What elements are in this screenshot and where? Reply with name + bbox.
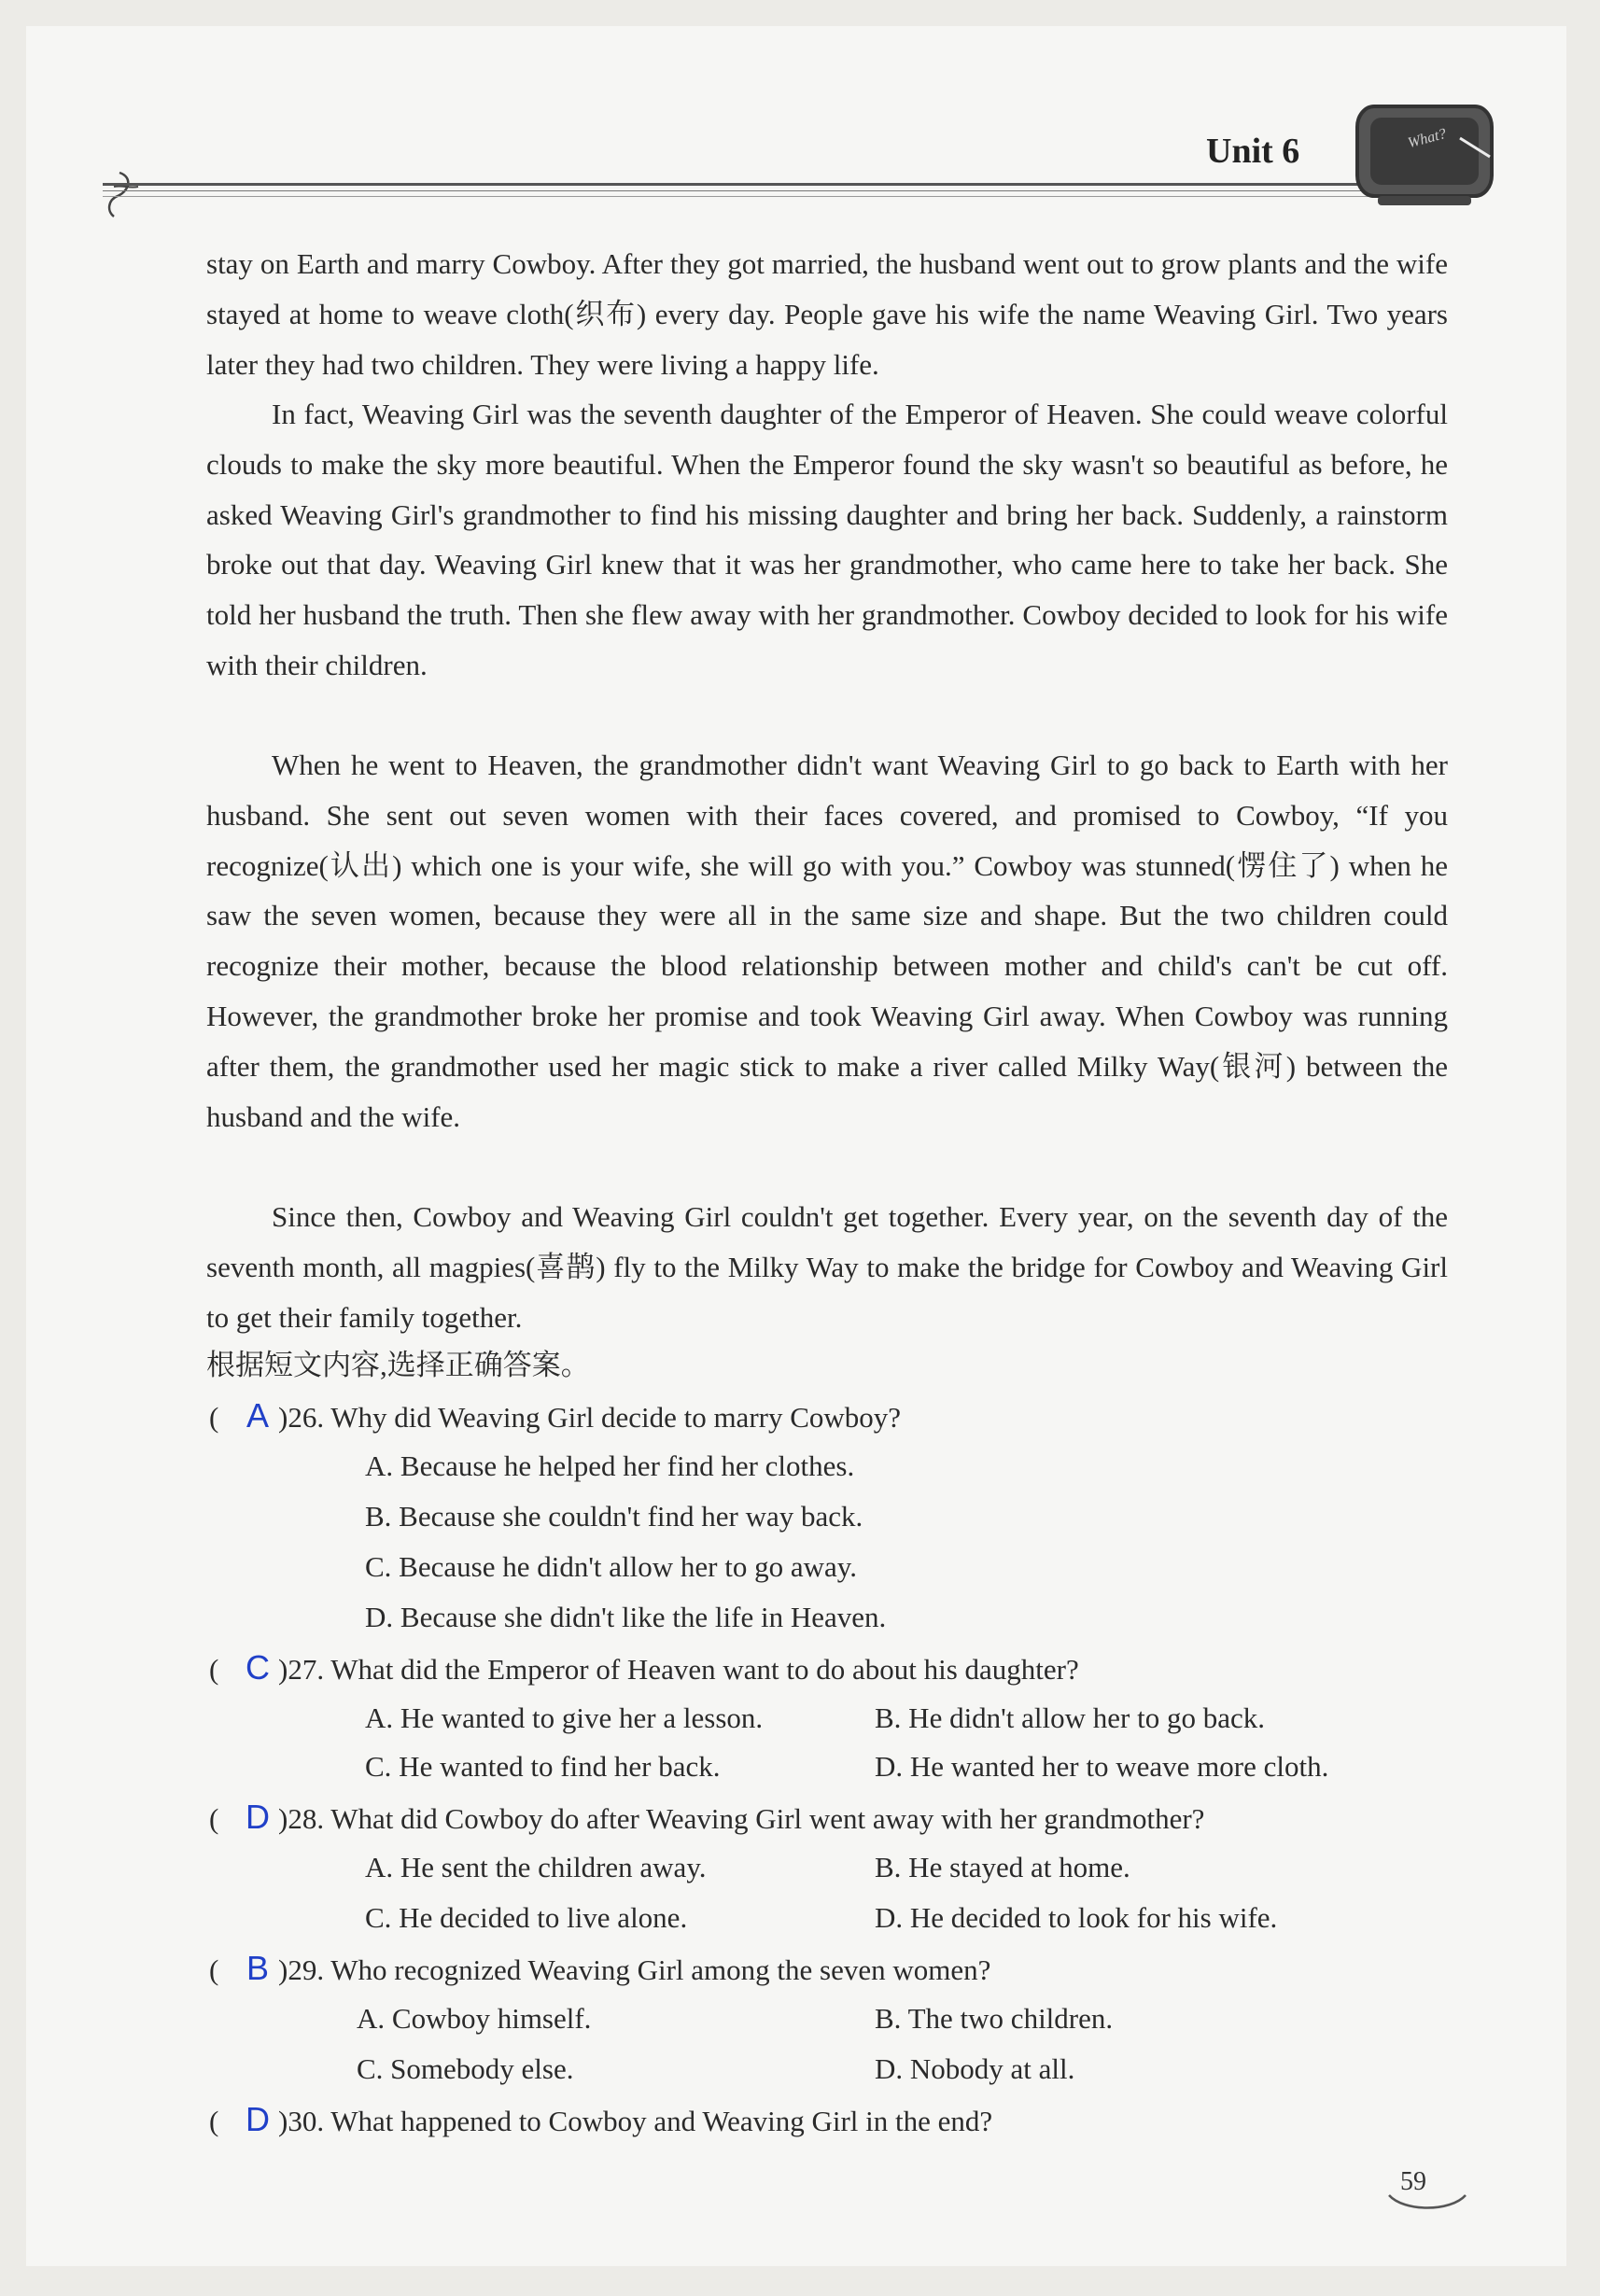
question-28	[209, 1792, 1204, 1844]
passage-paragraph: In fact, Weaving Girl was the seventh daughter of the Emperor of Heaven. She could weave colorful clouds to make the sky more beautiful. When the Emperor found the sky wasn't so beautiful as before, he asked Weaving Girl's grandmother to find his missing daughter and bring her back. Suddenly, a rainstorm broke out that day. Weaving Girl knew that it was her grandmother, who came here to take her back. She told her husband the truth. Then she flew away with her grandmother. Cowboy decided to look for his wife with their children.	[206, 398, 1448, 681]
option-d: D. He wanted her to weave more cloth.	[875, 1750, 1329, 1783]
close-paren: )	[278, 1653, 288, 1686]
answer-mark: D	[246, 1798, 270, 1836]
option-a: A. He sent the children away.	[365, 1851, 707, 1883]
header-rule-thin	[103, 190, 1382, 191]
option-b: B. Because she couldn't find her way back.	[365, 1500, 863, 1533]
close-paren: )	[278, 1953, 288, 1986]
tv-icon	[1350, 101, 1499, 213]
option-d: D. Nobody at all.	[875, 2052, 1075, 2085]
question-text: Why did Weaving Girl decide to marry Cowboy?	[330, 1401, 902, 1434]
open-paren: (	[209, 1401, 219, 1434]
question-number: 26.	[288, 1401, 325, 1434]
question-30	[209, 2094, 992, 2147]
option-a: A. Because he helped her find her clothes.	[365, 1449, 855, 1482]
question-26	[209, 1391, 901, 1443]
option-c: C. Somebody else.	[357, 2052, 574, 2085]
question-29	[209, 1943, 990, 1995]
tv-screen-text: What?	[1406, 125, 1449, 152]
option-c: C. He decided to live alone.	[365, 1901, 688, 1934]
question-27	[209, 1643, 1079, 1695]
option-d: D. Because she didn't like the life in Heaven.	[365, 1601, 887, 1633]
question-number: 29.	[288, 1953, 325, 1986]
question-number: 27.	[288, 1653, 325, 1686]
answer-mark: C	[246, 1648, 270, 1687]
close-paren: )	[278, 1802, 288, 1835]
passage-paragraph: stay on Earth and marry Cowboy. After they got married, the husband went out to grow plants and the wife stayed at home to weave cloth(织布) every day. People gave his wife the name Weaving Girl. Two years later they had two children. They were living a happy life.	[206, 247, 1448, 381]
question-text: Who recognized Weaving Girl among the seven women?	[330, 1953, 991, 1986]
open-paren: (	[209, 1653, 219, 1686]
answer-mark: D	[246, 2100, 270, 2138]
open-paren: (	[209, 1953, 219, 1986]
passage-paragraph: Since then, Cowboy and Weaving Girl couldn't get together. Every year, on the seventh day of the seventh month, all magpies(喜鹊) fly to the Milky Way to make the bridge for Cowboy and Weaving Girl to get their family together.	[206, 1200, 1448, 1334]
option-a: A. He wanted to give her a lesson.	[365, 1701, 764, 1734]
unit-title: Unit 6	[1206, 132, 1300, 171]
option-b: B. The two children.	[875, 2002, 1114, 2035]
answer-mark: A	[246, 1396, 269, 1435]
page-number: 59	[1400, 2167, 1426, 2196]
option-d: D. He decided to look for his wife.	[875, 1901, 1278, 1934]
open-paren: (	[209, 2105, 219, 2137]
close-paren: )	[278, 1401, 288, 1434]
close-paren: )	[278, 2105, 288, 2137]
open-paren: (	[209, 1802, 219, 1835]
question-text: What did the Emperor of Heaven want to do about his daughter?	[330, 1653, 1079, 1686]
question-text: What did Cowboy do after Weaving Girl went away with her grandmother?	[330, 1802, 1205, 1835]
question-number: 30.	[288, 2105, 325, 2137]
header-rule	[103, 183, 1382, 186]
option-b: B. He stayed at home.	[875, 1851, 1130, 1883]
option-b: B. He didn't allow her to go back.	[875, 1701, 1265, 1734]
option-c: C. He wanted to find her back.	[365, 1750, 721, 1783]
page-number-ornament-icon	[1385, 2191, 1469, 2214]
question-text: What happened to Cowboy and Weaving Girl in the end?	[330, 2105, 993, 2137]
passage-paragraph: When he went to Heaven, the grandmother didn't want Weaving Girl to go back to Earth with her husband. She sent out seven women with their faces covered, and promised to Cowboy, “If you recognize(认出) which one is your wife, she will go with you.” Cowboy was stunned(愣住了) when he saw the seven women, because they were all in the same size and shape. But the two children could recognize their mother, because the blood relationship between mother and child's can't be cut off. However, the grandmother broke her promise and took Weaving Girl away. When Cowboy was running after them, the grandmother used her magic stick to make a river called Milky Way(银河) between the husband and the wife.	[206, 749, 1448, 1133]
option-a: A. Cowboy himself.	[357, 2002, 592, 2035]
header-rule-thin	[103, 196, 1382, 197]
answer-mark: B	[246, 1949, 269, 1987]
option-c: C. Because he didn't allow her to go away.	[365, 1550, 857, 1583]
question-number: 28.	[288, 1802, 325, 1835]
instruction: 根据短文内容,选择正确答案。	[206, 1349, 590, 1381]
